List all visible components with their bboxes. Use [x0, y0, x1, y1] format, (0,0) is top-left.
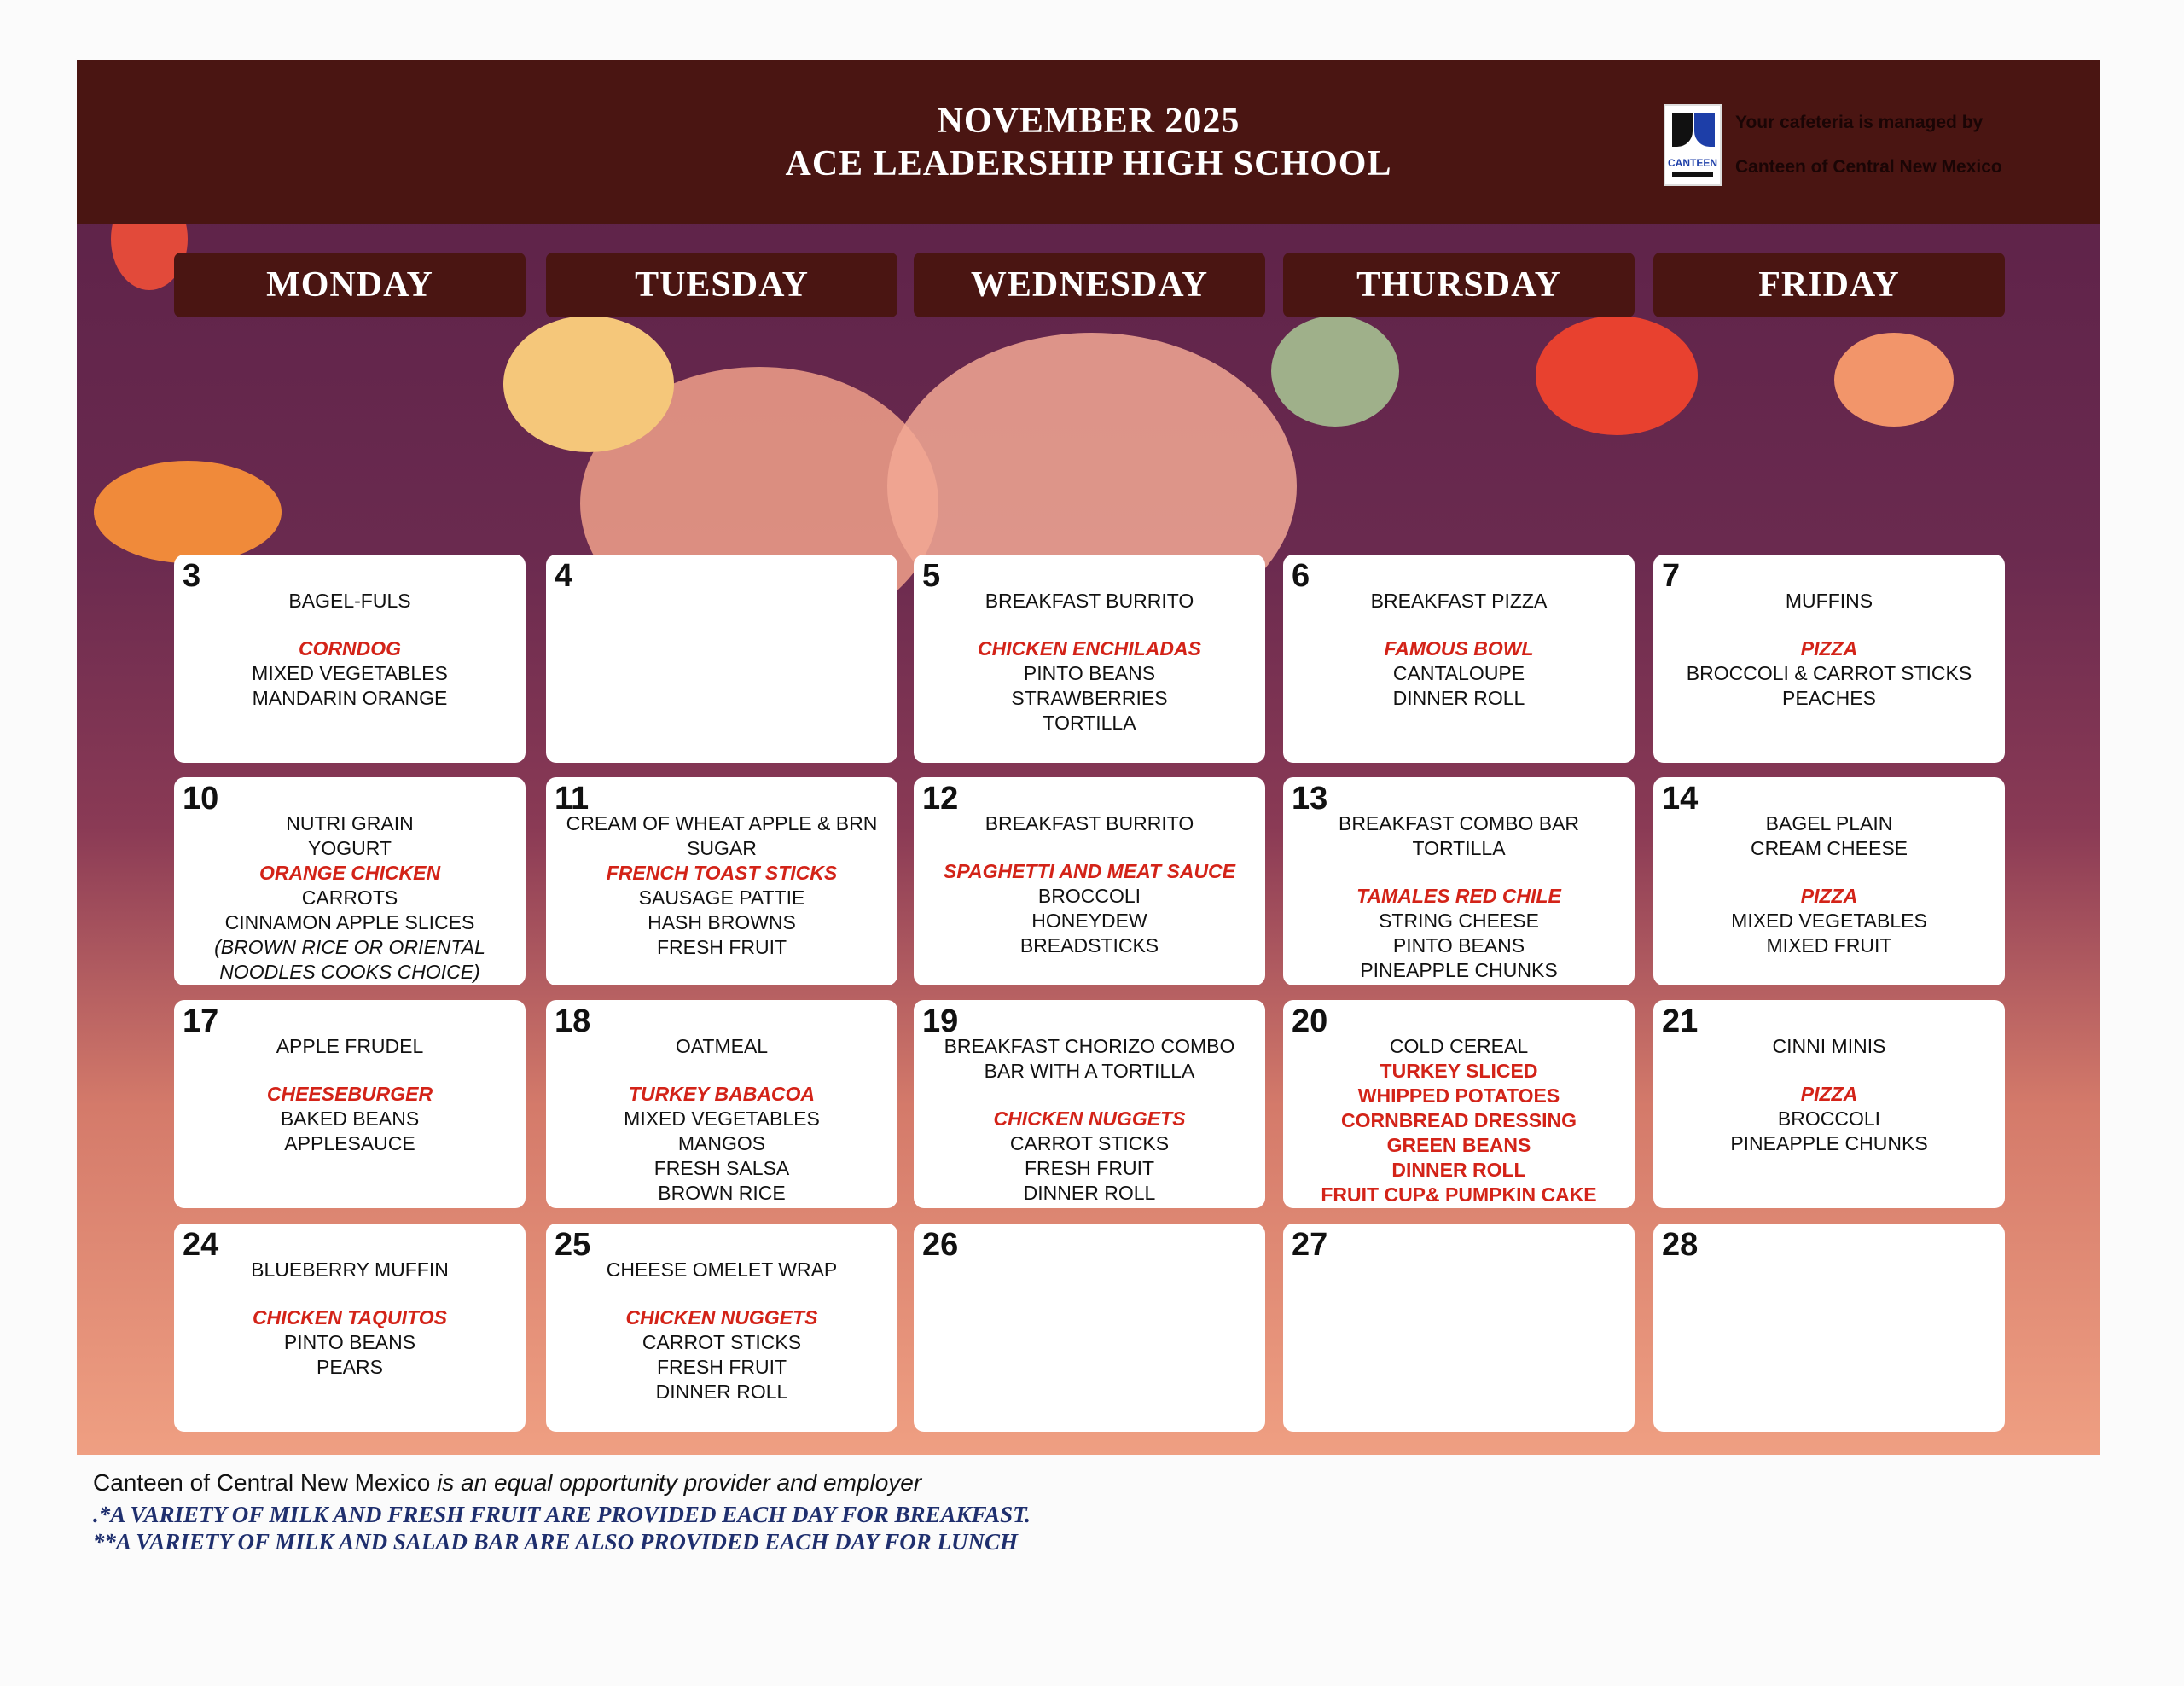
menu-item: BLUEBERRY MUFFIN — [251, 1259, 449, 1281]
menu-items — [1653, 811, 2005, 958]
date-number: 21 — [1662, 1003, 1699, 1039]
date-number: 26 — [922, 1227, 959, 1263]
menu-item: TORTILLA — [1412, 837, 1506, 859]
day-cell — [914, 1224, 1265, 1432]
header-banner — [77, 60, 2100, 224]
menu-item: YOGURT — [308, 837, 392, 859]
managed-by-company: Canteen of Central New Mexico — [1735, 157, 2002, 177]
canteen-logo: CANTEEN — [1664, 104, 1722, 186]
menu-item: PINTO BEANS — [1392, 934, 1525, 956]
menu-items — [914, 589, 1265, 735]
menu-item: CINNAMON APPLE SLICES — [224, 911, 475, 933]
day-cell — [1283, 1000, 1635, 1208]
menu-item: PINTO BEANS — [1023, 662, 1156, 684]
menu-items — [914, 811, 1265, 958]
menu-item: BREAKFAST BURRITO — [985, 590, 1194, 612]
month-title: NOVEMBER 2025 — [937, 102, 1240, 141]
menu-item: HASH BROWNS — [648, 911, 796, 933]
date-number: 24 — [183, 1227, 219, 1263]
lunch-note: **A VARIETY OF MILK AND SALAD BAR ARE ALSO PROVIDED EACH DAY FOR LUNCH — [93, 1529, 1018, 1555]
menu-items — [546, 1258, 897, 1404]
date-number: 25 — [555, 1227, 591, 1263]
calendar-sheet — [77, 60, 2100, 1455]
menu-item: TAMALES RED CHILE — [1356, 885, 1561, 907]
day-cell — [1653, 777, 2005, 985]
menu-item: DINNER ROLL — [1392, 687, 1525, 709]
menu-item: SPAGHETTI AND MEAT SAUCE — [943, 860, 1236, 882]
menu-item: CREAM CHEESE — [1750, 837, 1908, 859]
date-number: 17 — [183, 1003, 219, 1039]
menu-item: APPLE FRUDEL — [276, 1035, 424, 1057]
menu-item: PIZZA — [1800, 637, 1858, 660]
menu-item: BREAKFAST CHORIZO COMBO — [944, 1035, 1235, 1057]
menu-items — [174, 1034, 526, 1156]
menu-item: TURKEY SLICED — [1380, 1060, 1538, 1082]
menu-item: CARROT STICKS — [642, 1331, 802, 1353]
leaf-decoration — [1536, 316, 1698, 435]
menu-items — [174, 589, 526, 711]
menu-item: CANTALOUPE — [1392, 662, 1525, 684]
menu-item: CHICKEN TAQUITOS — [253, 1306, 447, 1328]
menu-item: NOODLES COOKS CHOICE) — [219, 961, 480, 983]
menu-item: STRAWBERRIES — [1011, 687, 1168, 709]
menu-item: CHICKEN ENCHILADAS — [978, 637, 1201, 660]
menu-item: DINNER ROLL — [1023, 1182, 1156, 1204]
menu-item: PEARS — [317, 1356, 383, 1378]
leaf-decoration — [503, 316, 674, 452]
menu-items — [914, 1034, 1265, 1206]
menu-item: DINNER ROLL — [655, 1381, 788, 1403]
day-cell — [546, 1000, 897, 1208]
date-number: 27 — [1292, 1227, 1328, 1263]
menu-item: APPLESAUCE — [284, 1132, 415, 1154]
day-cell — [174, 1224, 526, 1432]
menu-items — [546, 1034, 897, 1206]
day-cell — [1653, 1000, 2005, 1208]
day-cell — [914, 777, 1265, 985]
menu-item: FRESH FRUIT — [656, 1356, 787, 1378]
day-cell — [174, 555, 526, 763]
menu-item: BROWN RICE — [658, 1182, 786, 1204]
menu-item: BROCCOLI & CARROT STICKS — [1686, 662, 1972, 684]
menu-item: BREAKFAST COMBO BAR — [1338, 812, 1580, 834]
menu-item: PINEAPPLE CHUNKS — [1360, 959, 1558, 981]
menu-item: SAUSAGE PATTIE — [638, 887, 805, 909]
menu-item: TORTILLA — [1043, 712, 1136, 734]
day-cell — [1283, 777, 1635, 985]
menu-item: CHEESEBURGER — [266, 1083, 433, 1105]
day-cell — [914, 555, 1265, 763]
managed-by-text: Your cafeteria is managed by — [1735, 113, 1984, 132]
menu-items — [174, 1258, 526, 1380]
menu-item: SUGAR — [687, 837, 757, 859]
menu-item: (BROWN RICE OR ORIENTAL — [214, 936, 485, 958]
date-number: 4 — [555, 558, 573, 594]
menu-item: BAGEL PLAIN — [1765, 812, 1893, 834]
leaf-decoration — [1271, 316, 1399, 427]
menu-item: PEACHES — [1782, 687, 1876, 709]
menu-item: BROCCOLI — [1777, 1108, 1881, 1130]
date-number: 19 — [922, 1003, 959, 1039]
menu-items — [1653, 1034, 2005, 1156]
menu-item: FRESH FRUIT — [1024, 1157, 1155, 1179]
menu-item: BREADSTICKS — [1019, 934, 1159, 956]
menu-item: TURKEY BABACOA — [628, 1083, 816, 1105]
menu-items — [1283, 811, 1635, 983]
menu-item: HONEYDEW — [1031, 910, 1147, 932]
menu-item: ORANGE CHICKEN — [258, 862, 441, 884]
day-cell — [174, 1000, 526, 1208]
menu-item: BREAKFAST BURRITO — [985, 812, 1194, 834]
menu-item: BAKED BEANS — [280, 1108, 420, 1130]
menu-item: PINEAPPLE CHUNKS — [1730, 1132, 1928, 1154]
breakfast-note: .*A VARIETY OF MILK AND FRESH FRUIT ARE PROVIDED EACH DAY FOR BREAKFAST. — [93, 1502, 1031, 1527]
date-number: 14 — [1662, 781, 1699, 817]
day-cell — [546, 777, 897, 985]
menu-item: NUTRI GRAIN — [286, 812, 414, 834]
menu-item: FRESH SALSA — [653, 1157, 790, 1179]
date-number: 12 — [922, 781, 959, 817]
menu-item: DINNER ROLL — [1391, 1159, 1526, 1181]
day-header-wednesday: WEDNESDAY — [914, 253, 1265, 317]
day-cell — [1283, 555, 1635, 763]
menu-item: OATMEAL — [675, 1035, 769, 1057]
leaf-decoration — [94, 461, 282, 563]
day-header-tuesday: TUESDAY — [546, 253, 897, 317]
date-number: 18 — [555, 1003, 591, 1039]
menu-items — [1283, 1034, 1635, 1207]
day-cell — [914, 1000, 1265, 1208]
date-number: 11 — [555, 781, 590, 817]
menu-item: CORNBREAD DRESSING — [1340, 1109, 1577, 1131]
menu-item: MANGOS — [677, 1132, 766, 1154]
menu-item: CARROTS — [301, 887, 398, 909]
menu-items — [1653, 589, 2005, 711]
menu-item: CHICKEN NUGGETS — [625, 1306, 818, 1328]
menu-items — [174, 811, 526, 985]
date-number: 3 — [183, 558, 201, 594]
menu-item: MIXED VEGETABLES — [252, 662, 448, 684]
menu-item: MIXED VEGETABLES — [624, 1108, 820, 1130]
menu-item: MIXED VEGETABLES — [1731, 910, 1927, 932]
menu-item: PIZZA — [1800, 1083, 1858, 1105]
menu-item: BREAKFAST PIZZA — [1370, 590, 1548, 612]
day-cell — [546, 1224, 897, 1432]
date-number: 28 — [1662, 1227, 1699, 1263]
day-header-monday: MONDAY — [174, 253, 526, 317]
day-cell — [1653, 1224, 2005, 1432]
menu-item: MANDARIN ORANGE — [252, 687, 448, 709]
school-title: ACE LEADERSHIP HIGH SCHOOL — [785, 144, 1392, 183]
day-cell — [546, 555, 897, 763]
menu-item: WHIPPED POTATOES — [1357, 1084, 1560, 1107]
day-cell — [174, 777, 526, 985]
menu-item: BAGEL-FULS — [288, 590, 411, 612]
menu-item: FRENCH TOAST STICKS — [606, 862, 838, 884]
menu-item: BAR WITH A TORTILLA — [984, 1060, 1195, 1082]
date-number: 13 — [1292, 781, 1328, 817]
day-header-thursday: THURSDAY — [1283, 253, 1635, 317]
date-number: 5 — [922, 558, 941, 594]
menu-items — [1283, 589, 1635, 711]
menu-item: CREAM OF WHEAT APPLE & BRN — [566, 812, 878, 834]
menu-item: FAMOUS BOWL — [1384, 637, 1534, 660]
menu-item: CORNDOG — [298, 637, 402, 660]
menu-item: GREEN BEANS — [1386, 1134, 1531, 1156]
menu-item: CHICKEN NUGGETS — [993, 1108, 1186, 1130]
menu-item: COLD CEREAL — [1389, 1035, 1529, 1057]
menu-item: BROCCOLI — [1037, 885, 1141, 907]
date-number: 20 — [1292, 1003, 1328, 1039]
menu-item: CINNI MINIS — [1772, 1035, 1886, 1057]
menu-item: MIXED FRUIT — [1766, 934, 1892, 956]
menu-item: FRUIT CUP& PUMPKIN CAKE — [1321, 1183, 1597, 1206]
menu-item: CARROT STICKS — [1009, 1132, 1170, 1154]
menu-item: MUFFINS — [1785, 590, 1873, 612]
menu-item: STRING CHEESE — [1379, 910, 1539, 932]
menu-item: FRESH FRUIT — [656, 936, 787, 958]
menu-item: PINTO BEANS — [283, 1331, 416, 1353]
day-cell — [1653, 555, 2005, 763]
menu-item: PIZZA — [1800, 885, 1858, 907]
date-number: 10 — [183, 781, 219, 817]
date-number: 6 — [1292, 558, 1310, 594]
menu-item: CHEESE OMELET WRAP — [606, 1259, 838, 1281]
day-header-friday: FRIDAY — [1653, 253, 2005, 317]
day-cell — [1283, 1224, 1635, 1432]
date-number: 7 — [1662, 558, 1681, 594]
menu-items — [546, 811, 897, 960]
leaf-decoration — [1834, 333, 1954, 427]
equal-opportunity-statement: Canteen of Central New Mexico is an equal opportunity provider and employer — [93, 1469, 922, 1496]
